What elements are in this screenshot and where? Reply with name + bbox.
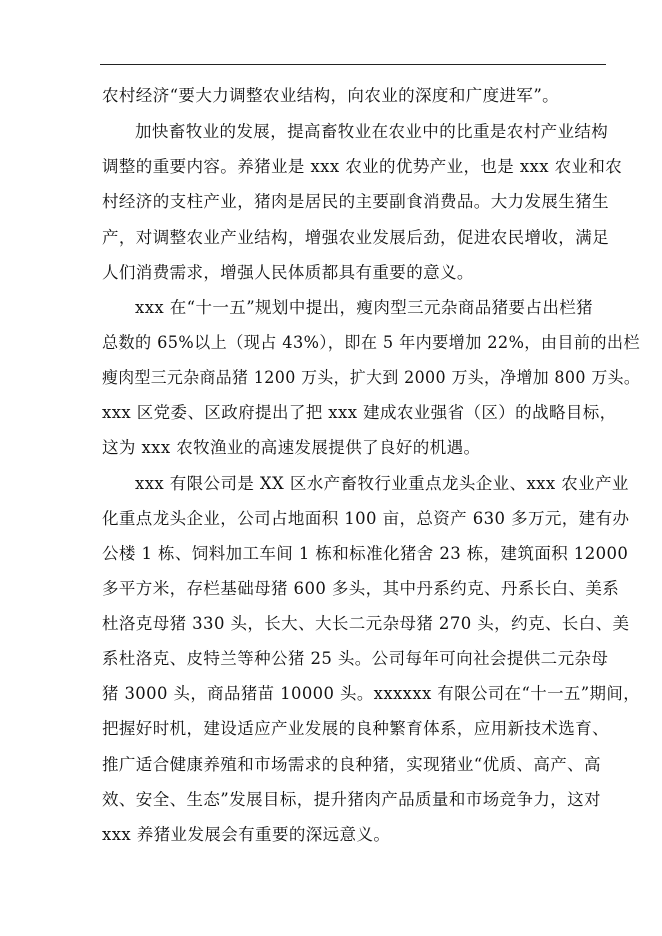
text-line: 猪 3000 头，商品猪苗 10000 头。xxxxxx 有限公司在“十一五”期间， xyxy=(102,684,641,703)
text-line: 产，对调整农业产业结构，增强农业发展后劲，促进农民增收，满足 xyxy=(102,228,609,247)
text-line: 杜洛克母猪 330 头，长大、大长二元杂母猪 270 头，约克、长白、美 xyxy=(102,614,630,633)
header-rule xyxy=(100,64,606,65)
text-line: 公楼 1 栋、饲料加工车间 1 栋和标准化猪舍 23 栋，建筑面积 12000 xyxy=(102,544,629,563)
text-line: 推广适合健康养殖和市场需求的良种猪，实现猪业“优质、高产、高 xyxy=(102,755,601,774)
text-line: 效、安全、生态”发展目标，提升猪肉产品质量和市场竞争力，这对 xyxy=(102,790,601,809)
text-line: 调整的重要内容。养猪业是 xxx 农业的优势产业，也是 xxx 农业和农 xyxy=(102,157,623,176)
text-line: 化重点龙头企业，公司占地面积 100 亩，总资产 630 多万元，建有办 xyxy=(102,509,630,528)
text-line: 农村经济“要大力调整农业结构，向农业的深度和广度进军”。 xyxy=(102,86,560,105)
text-line: 总数的 65%以上（现占 43%），即在 5 年内要增加 22%，由目前的出栏 xyxy=(102,333,640,352)
paragraph-first-line: xxx 有限公司是 XX 区水产畜牧行业重点龙头企业、xxx 农业产业 xyxy=(135,474,629,493)
text-line: 多平方米，存栏基础母猪 600 多头，其中丹系约克、丹系长白、美系 xyxy=(102,579,620,598)
paragraph-first-line: xxx 在“十一五”规划中提出，瘦肉型三元杂商品猪要占出栏猪 xyxy=(135,298,594,317)
text-line: xxx 养猪业发展会有重要的深远意义。 xyxy=(102,825,391,844)
text-line: 人们消费需求，增强人民体质都具有重要的意义。 xyxy=(102,263,474,282)
text-line: 把握好时机，建设适应产业发展的良种繁育体系，应用新技术选育、 xyxy=(102,719,609,738)
text-line: 村经济的支柱产业，猪肉是居民的主要副食消费品。大力发展生猪生 xyxy=(102,192,609,211)
text-line: 瘦肉型三元杂商品猪 1200 万头，扩大到 2000 万头，净增加 800 万头。 xyxy=(102,368,641,387)
paragraph-first-line: 加快畜牧业的发展，提高畜牧业在农业中的比重是农村产业结构 xyxy=(135,122,609,141)
text-line: 系杜洛克、皮特兰等种公猪 25 头。公司每年可向社会提供二元杂母 xyxy=(102,649,609,668)
text-line: xxx 区党委、区政府提出了把 xxx 建成农业强省（区）的战略目标， xyxy=(102,403,617,422)
text-line: 这为 xxx 农牧渔业的高速发展提供了良好的机遇。 xyxy=(102,438,481,457)
